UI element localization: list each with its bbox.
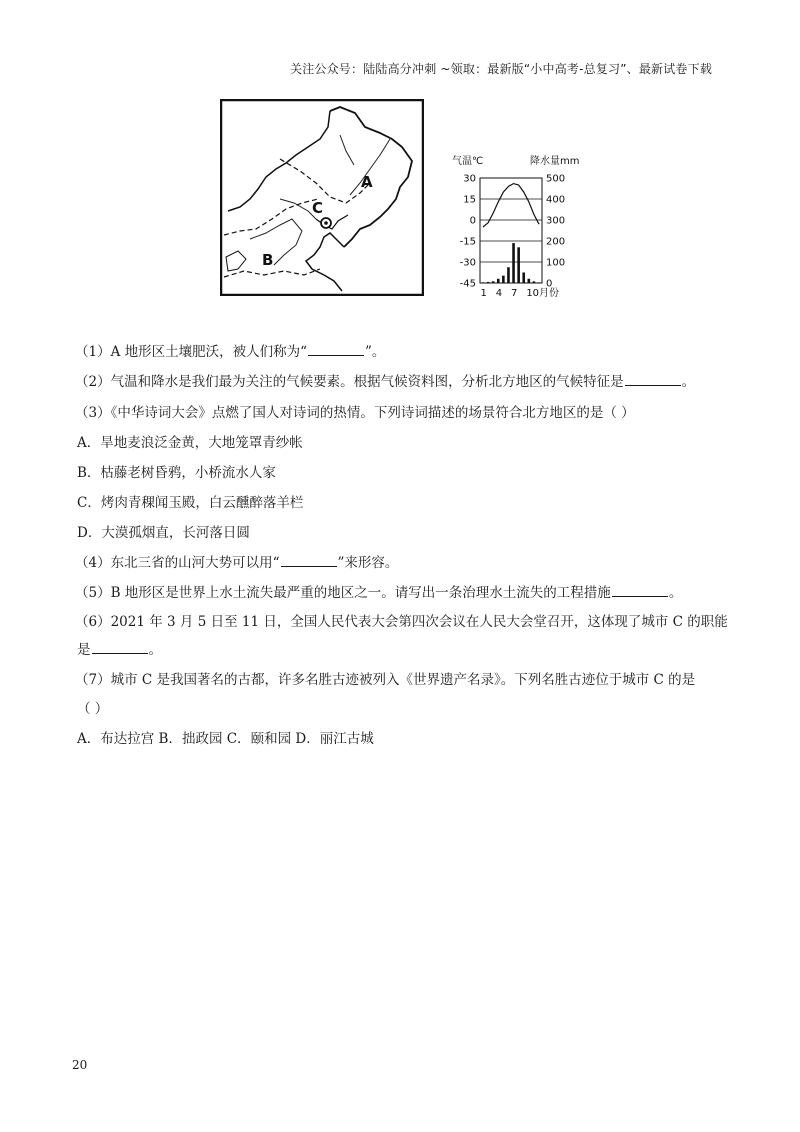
q7-options[interactable]: A．布达拉宫 B．拙政园 C．颐和园 D．丽江古城 [77, 731, 374, 747]
question-5 [75, 581, 682, 601]
label-c: C [312, 199, 324, 217]
map-figure [220, 99, 424, 296]
q6-text-end: 。 [148, 642, 162, 658]
q3-option-a[interactable]: A．旱地麦浪泛金黄，大地笼罩青纱帐 [77, 435, 303, 451]
climate-chart [444, 150, 584, 305]
q1-text: （1）A 地形区土壤肥沃，被人们称为“ [75, 344, 308, 360]
answer-blank[interactable] [625, 374, 681, 386]
precipitation-bar [487, 282, 490, 283]
x-tick-label: 7 [511, 288, 518, 299]
precipitation-bar [528, 279, 531, 283]
q4-text-end: ”来形容。 [337, 555, 399, 571]
answer-blank[interactable] [92, 642, 148, 654]
question-4 [75, 551, 398, 571]
left-tick-label: -45 [459, 278, 476, 290]
right-tick-label: 100 [546, 257, 566, 269]
q6-text: 是 [77, 642, 91, 658]
right-tick-label: 400 [546, 194, 566, 206]
precipitation-bar [497, 279, 500, 283]
left-tick-label: 0 [469, 215, 476, 227]
label-b: B [262, 251, 274, 269]
right-tick-label: 200 [546, 236, 566, 248]
question-2 [75, 370, 695, 390]
right-tick-label: 0 [546, 278, 553, 290]
left-axis-title: 气温℃ [452, 156, 484, 167]
question-1 [75, 340, 385, 360]
answer-blank[interactable] [281, 555, 337, 567]
right-tick-label: 500 [546, 173, 566, 185]
question-7: （7）城市 C 是我国著名的古都，许多名胜古迹被列入《世界遗产名录》。下列名胜古迹位于城市 C 的是 [75, 672, 696, 688]
label-a: A [361, 173, 373, 191]
left-tick-label: 30 [463, 173, 476, 185]
x-tick-label: 1 [480, 288, 487, 299]
precipitation-bar [512, 243, 515, 283]
question-3: （3）《中华诗词大会》点燃了国人对诗词的热情。下列诗词描述的场景符合北方地区的是（ ） [75, 405, 635, 421]
q5-text-end: 。 [668, 585, 683, 601]
x-tick-label: 4 [495, 288, 503, 299]
right-tick-label: 300 [546, 215, 566, 227]
precipitation-bar [522, 273, 525, 284]
left-tick-label: 15 [463, 194, 476, 206]
q3-option-c[interactable]: C．烤肉青稞闻玉殿，白云醺醉落羊栏 [77, 495, 304, 511]
left-tick-label: -30 [459, 257, 476, 269]
question-6: （6）2021 年 3 月 5 日至 11 日，全国人民代表大会第四次会议在人民大会堂召开，这体现了城市 C 的职能 [75, 614, 728, 630]
q3-option-b[interactable]: B．枯藤老树昏鸦，小桥流水人家 [77, 465, 276, 481]
plot-frame [480, 178, 542, 283]
x-tick-label: 10月份 [526, 288, 560, 299]
precipitation-bar [482, 282, 485, 283]
precipitation-bar [533, 281, 536, 283]
precipitation-bar [502, 276, 505, 283]
page-number: 20 [72, 1058, 88, 1072]
q1-text-end: ”。 [365, 344, 386, 360]
answer-blank[interactable] [612, 585, 668, 597]
right-axis-title: 降水量mm [530, 156, 580, 167]
q2-text: （2）气温和降水是我们最为关注的气候要素。根据气候资料图，分析北方地区的气候特征是 [75, 374, 624, 390]
q4-text: （4）东北三省的山河大势可以用“ [75, 555, 280, 571]
question-7-paren: （ ） [77, 701, 109, 717]
q3-option-d[interactable]: D．大漠孤烟直，长河落日圆 [77, 525, 250, 541]
q5-text: （5）B 地形区是世界上水土流失最严重的地区之一。请写出一条治理水土流失的工程措施 [75, 585, 611, 601]
answer-blank[interactable] [308, 344, 364, 356]
precipitation-bar [538, 282, 541, 283]
precipitation-bar [507, 267, 510, 283]
left-tick-label: -15 [459, 236, 476, 248]
page-header: 关注公众号：陆陆高分冲刺 ~领取：最新版“小中高考-总复习”、最新试卷下载 [290, 62, 713, 76]
q2-text-end: 。 [681, 374, 696, 390]
precipitation-bar [492, 281, 495, 283]
precipitation-bar [517, 247, 520, 283]
temperature-line [483, 184, 539, 227]
question-6-cont [77, 638, 162, 658]
